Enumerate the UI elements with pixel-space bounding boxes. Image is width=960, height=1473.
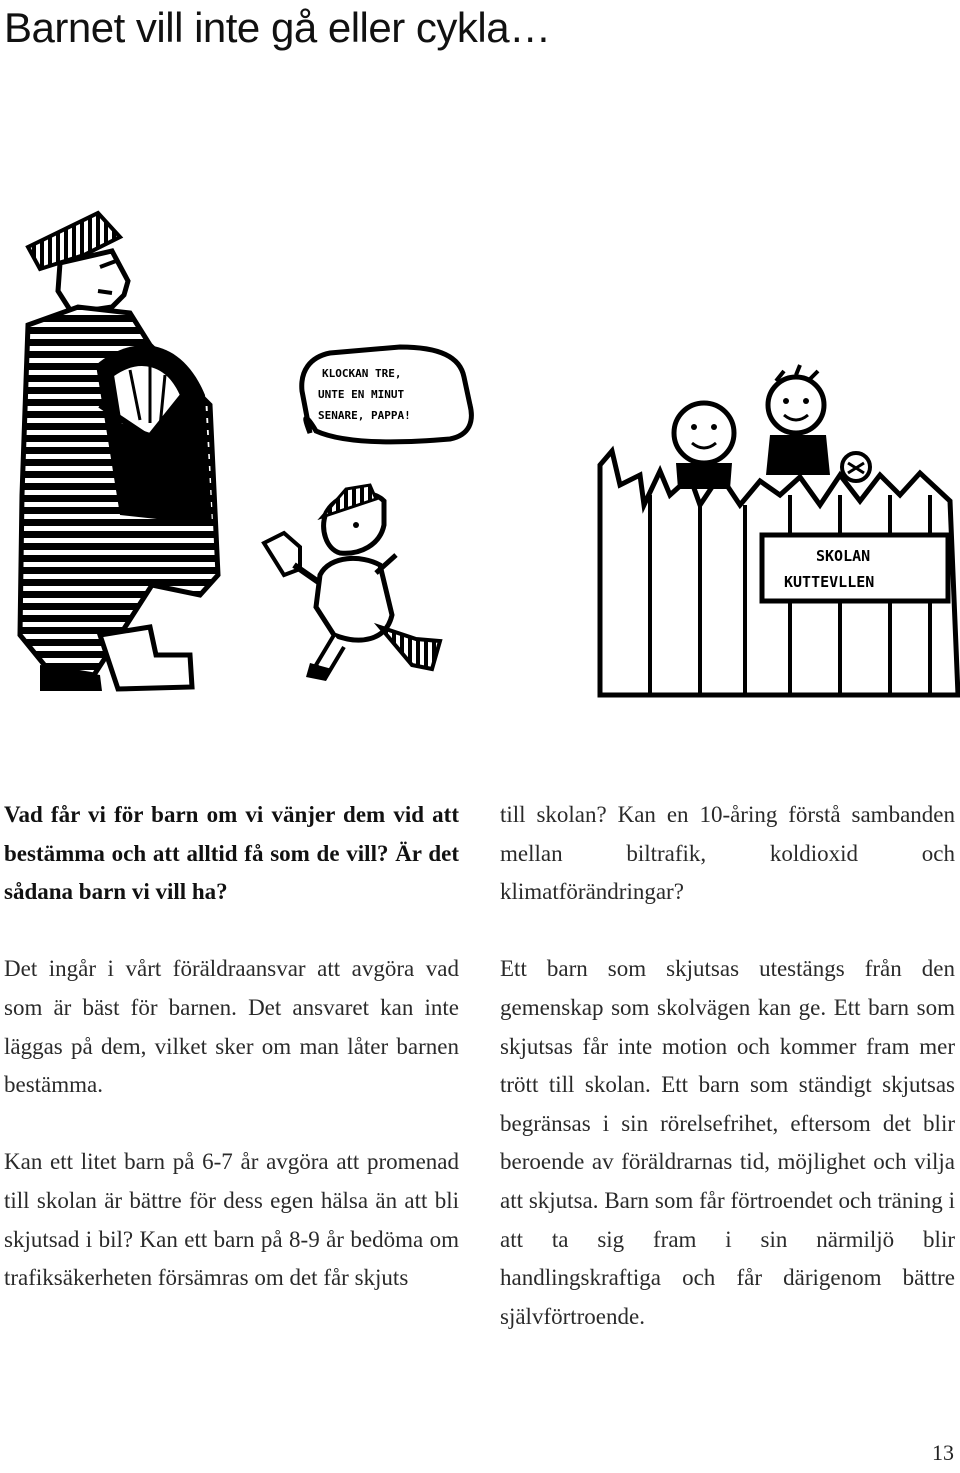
body-paragraph: Ett barn som skjutsas utestängs från den gemenskap som skolvägen kan ge. Ett barn som skjutsas får inte motion och kommer fram mer trött till skolan. Ett barn som ständigt skjutsas begränsas i sin rörelsefrihet, eftersom det blir beroende av föräldrarnas tid, möjlighet och vilja att skjutsa. Barn som får förtroendet och träning i att ta sig fram i sin närmiljö blir handlingskraftiga och får därigenom bättre självförtroende.	[500, 956, 955, 1329]
speech-bubble-line-2: UNTE EN MINUT	[318, 388, 405, 401]
child-face-right	[766, 365, 830, 475]
cartoon-illustration	[0, 195, 960, 725]
body-paragraph: till skolan? Kan en 10-åring förstå sambanden mellan biltrafik, koldioxid och klimatförändringar?	[500, 802, 955, 905]
speech-bubble	[302, 347, 472, 442]
page-title: Barnet vill inte gå eller cykla…	[4, 4, 551, 51]
school-sign	[762, 535, 948, 601]
running-child	[264, 485, 440, 681]
body-paragraph: Det ingår i vårt föräldraansvar att avgöra vad som är bäst för barnen. Det ansvaret kan inte läggas på dem, vilket sker om man låter barnen bestämma.	[4, 956, 459, 1098]
page-number: 13	[932, 1440, 954, 1465]
left-column	[4, 796, 459, 1298]
speech-bubble-line-3: SENARE, PAPPA!	[318, 409, 411, 422]
sign-line-2: KUTTEVLLEN	[784, 573, 875, 591]
sign-line-1: SKOLAN	[816, 547, 871, 565]
child-face-small	[842, 453, 870, 481]
intro-paragraph: Vad får vi för barn om vi vänjer dem vid att bestämma och att alltid få som de vill? Är det sådana barn vi vill ha?	[4, 802, 459, 905]
body-paragraph: Kan ett litet barn på 6-7 år avgöra att promenad till skolan är bättre för dess egen hälsa än att bli skjutsad i bil? Kan ett barn på 8-9 år bedöma om trafiksäkerheten försämras om det får skjuts	[4, 1149, 459, 1291]
school-fence	[600, 365, 958, 695]
speech-bubble-line-1: KLOCKAN TRE,	[322, 367, 402, 380]
child-face-left	[674, 403, 734, 489]
father-figure	[20, 213, 218, 691]
right-column	[500, 796, 955, 1336]
